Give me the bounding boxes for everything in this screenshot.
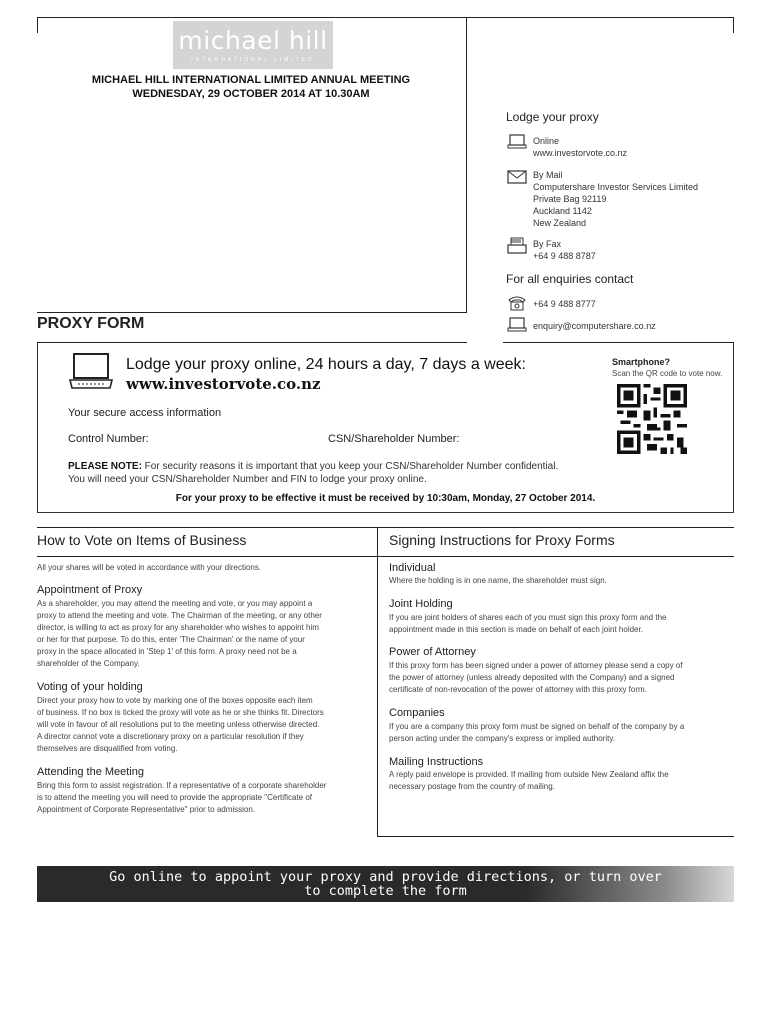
attending-line: Appointment of Corporate Representative" prior to admission. xyxy=(37,805,256,814)
secure-access-label: Your secure access information xyxy=(68,407,222,419)
smartphone-title: Smartphone? xyxy=(612,357,671,367)
mail-address-line1: Computershare Investor Services Limited xyxy=(533,182,699,192)
joint-line: appointment made in this section is made on behalf of each joint holder. xyxy=(389,625,643,634)
top-border xyxy=(37,17,734,18)
control-number-label: Control Number: xyxy=(68,433,149,445)
appointment-line: shareholder of the Company. xyxy=(37,659,140,668)
envelope-icon xyxy=(507,169,527,185)
left-border xyxy=(37,17,38,33)
how-to-vote-title: How to Vote on Items of Business xyxy=(37,532,247,548)
mail-address-line4: New Zealand xyxy=(533,218,587,228)
companies-line: person acting under the company's express or implied authority. xyxy=(389,734,615,743)
mailing-title: Mailing Instructions xyxy=(389,756,484,768)
appointment-title: Appointment of Proxy xyxy=(37,584,143,596)
meeting-title: MICHAEL HILL INTERNATIONAL LIMITED ANNUAL MEETING xyxy=(91,74,411,86)
attending-line: Bring this form to assist registration. If a representative of a corporate shareholder xyxy=(37,781,327,790)
attending-title: Attending the Meeting xyxy=(37,766,145,778)
companies-line: If you are a company this proxy form must be signed on behalf of the company by a xyxy=(389,722,685,731)
companies-text xyxy=(389,721,729,745)
joint-holding-text xyxy=(389,612,729,636)
appointment-line: or her for that purpose. To do this, enter 'The Chairman' or the name of your xyxy=(37,635,305,644)
go-online-banner xyxy=(37,866,734,902)
section-top-line xyxy=(37,527,734,528)
section-divider xyxy=(377,527,378,837)
logo-subtext: INTERNATIONAL LIMITED xyxy=(191,57,315,63)
fax-number: +64 9 488 8787 xyxy=(533,251,596,261)
appointment-line: proxy to attend the meeting and vote. The Chairman of the meeting, or any other xyxy=(37,611,322,620)
appointment-line: As a shareholder, you may attend the meeting and vote, or you may appoint a xyxy=(37,599,313,608)
signing-underline xyxy=(377,556,734,557)
computer-icon xyxy=(68,353,114,394)
security-note xyxy=(68,460,608,486)
note-text-2: You will need your CSN/Shareholder Number and FIN to lodge your proxy online. xyxy=(68,474,427,485)
how-to-vote-underline xyxy=(37,556,377,557)
phone-icon xyxy=(507,295,527,311)
banner-line-1: Go online to appoint your proxy and provide directions, or turn over xyxy=(109,869,662,885)
power-of-attorney-title: Power of Attorney xyxy=(389,646,476,658)
enquiries-title: For all enquiries contact xyxy=(506,272,634,286)
lodge-proxy-title: Lodge your proxy xyxy=(506,110,599,124)
note-label: PLEASE NOTE: xyxy=(68,461,142,472)
attending-line: is to attend the meeting you will need to provide the appropriate "Certificate of xyxy=(37,793,312,802)
voting-line: will vote in favour of all resolutions put to the meeting unless otherwise directed. xyxy=(37,720,320,729)
appointment-line: director, is willing to act as proxy for any shareholder who wishes to appoint him xyxy=(37,623,319,632)
mail-label: By Mail xyxy=(533,170,563,180)
individual-title: Individual xyxy=(389,562,436,574)
mail-address-line2: Private Bag 92119 xyxy=(533,194,607,204)
proxy-form-rule xyxy=(37,312,467,313)
attending-text xyxy=(37,780,372,816)
qr-code[interactable] xyxy=(617,384,687,459)
companies-title: Companies xyxy=(389,707,445,719)
enquiry-phone: +64 9 488 8777 xyxy=(533,299,596,309)
appointment-text xyxy=(37,598,372,670)
laptop-icon xyxy=(507,317,527,333)
how-to-vote-intro: All your shares will be voted in accordance with your directions. xyxy=(37,563,262,572)
box-top-left-line xyxy=(37,342,467,343)
poa-line: the power of attorney (unless already deposited with the Company) and a signed xyxy=(389,673,675,682)
section-bottom-line xyxy=(377,836,734,837)
enquiry-email[interactable]: enquiry@computershare.co.nz xyxy=(533,321,656,331)
joint-line: If you are joint holders of shares each of you must sign this proxy form and the xyxy=(389,613,667,622)
right-border xyxy=(733,17,734,33)
power-of-attorney-text xyxy=(389,660,729,696)
fax-icon xyxy=(507,237,527,253)
header-divider xyxy=(466,17,467,312)
voting-line: of business. If no box is ticked the proxy will vote as he or she thinks fit. Directors xyxy=(37,708,324,717)
voting-line: A director cannot vote a discretionary proxy on a particular resolution if they xyxy=(37,732,304,741)
note-text-1: For security reasons it is important that you keep your CSN/Shareholder Number confidential. xyxy=(141,461,559,472)
voting-line: Direct your proxy how to vote by marking one of the boxes opposite each item xyxy=(37,696,313,705)
voting-line: themselves are disqualified from voting. xyxy=(37,744,178,753)
logo-text: michael hill xyxy=(178,26,328,55)
deadline-notice: For your proxy to be effective it must be received by 10:30am, Monday, 27 October 2014. xyxy=(175,493,596,504)
box-top-right-line xyxy=(503,342,734,343)
signing-title: Signing Instructions for Proxy Forms xyxy=(389,532,615,548)
joint-holding-title: Joint Holding xyxy=(389,598,453,610)
voting-title: Voting of your holding xyxy=(37,681,143,693)
poa-line: certificate of non-revocation of the power of attorney with this proxy form. xyxy=(389,685,647,694)
mailing-line: necessary postage from the country of mailing. xyxy=(389,782,555,791)
mail-address-line3: Auckland 1142 xyxy=(533,206,592,216)
laptop-icon xyxy=(507,134,527,150)
company-logo xyxy=(173,21,333,69)
online-url[interactable]: www.investorvote.co.nz xyxy=(533,148,628,158)
smartphone-subtitle: Scan the QR code to vote now. xyxy=(612,369,723,378)
online-url-headline[interactable]: www.investorvote.co.nz xyxy=(126,375,321,393)
online-headline: Lodge your proxy online, 24 hours a day, 7 days a week: xyxy=(126,356,526,373)
online-label: Online xyxy=(533,136,560,146)
csn-number-label: CSN/Shareholder Number: xyxy=(328,433,460,445)
banner-line-2: to complete the form xyxy=(304,883,467,899)
meeting-date: WEDNESDAY, 29 OCTOBER 2014 AT 10.30AM xyxy=(132,88,370,100)
mailing-text xyxy=(389,769,729,793)
voting-text xyxy=(37,695,372,755)
poa-line: If this proxy form has been signed under a power of attorney please send a copy of xyxy=(389,661,683,670)
individual-text: Where the holding is in one name, the shareholder must sign. xyxy=(389,576,607,585)
proxy-form-title: PROXY FORM xyxy=(37,315,145,332)
appointment-line: proxy in the space allocated in 'Step 1' of this form. A proxy need not be a xyxy=(37,647,297,656)
meeting-heading xyxy=(36,73,466,101)
mailing-line: A reply paid envelope is provided. If mailing from outside New Zealand affix the xyxy=(389,770,669,779)
fax-label: By Fax xyxy=(533,239,562,249)
